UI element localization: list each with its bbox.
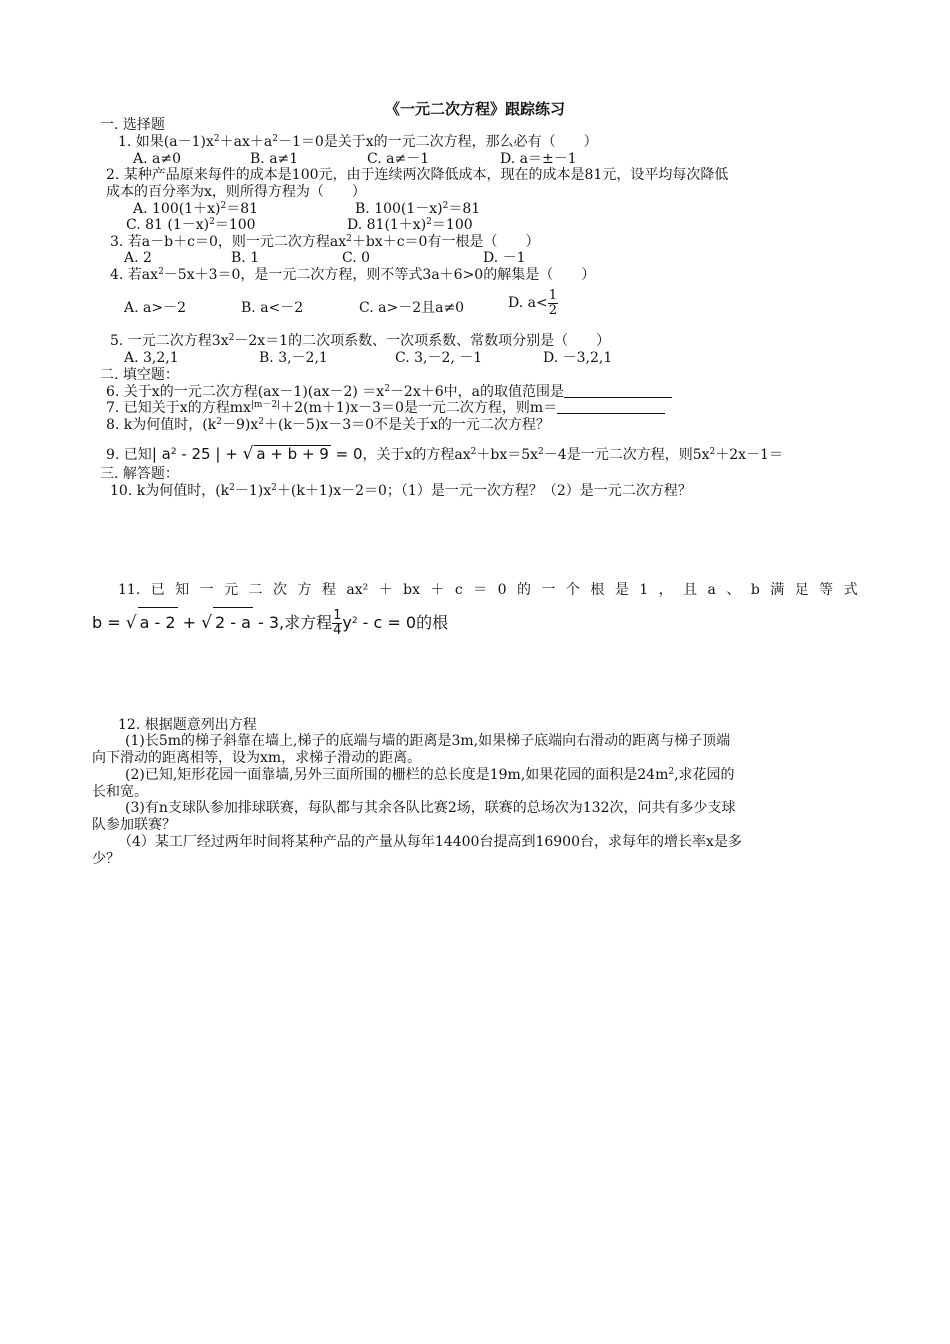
- question-12-part4-line2: 少？: [92, 851, 120, 867]
- section-choice-heading: 一. 选择题: [100, 117, 165, 133]
- question-12-part2-line1: (2)已知,矩形花园一面靠墙,另外三面所围的栅栏的总长度是19m,如果花园的面积是$24m^2$,求花园的: [125, 767, 735, 783]
- question-5-option-a: A. 3,2,1: [124, 350, 179, 366]
- question-5-stem: 5. 一元二次方程$3x^2-2x=1$的二次项系数、一次项系数、常数项分别是（ ）: [110, 333, 611, 349]
- question-8-stem: 8. k为何值时，$(k^2-9)x^2+(k-5)x-3=0$不是关于x的一元二次方程？: [106, 417, 550, 433]
- question-1-option-a: A. a≠0: [133, 151, 181, 167]
- question-4-stem: 4. 若$ax^2-5x+3=0$，是一元二次方程，则不等式3a＋6>0的解集是（ ）: [110, 267, 596, 283]
- sqrt-symbol: √: [201, 613, 212, 633]
- question-2-option-a: A. $100(1+x)^2=81$: [133, 201, 259, 217]
- question-3-stem: 3. 若a－b＋c＝0，则一元二次方程$ax^2+bx+c=0$有一根是（ ）: [110, 234, 540, 250]
- question-4-option-b: B. a<－2: [241, 300, 304, 316]
- question-12-part1-line2: 向下滑动的距离相等，设为xm，求梯子滑动的距离。: [92, 750, 422, 766]
- question-2-stem-line1: 2. 某种产品原来每件的成本是100元，由于连续两次降低成本，现在的成本是81元，设平均每次降低: [106, 167, 729, 183]
- question-10-stem: 10. k为何值时，$(k^2-1)x^2+(k+1)x-2=0$；（1）是一元一次方程？（2）是一元二次方程？: [110, 483, 692, 499]
- fraction-one-half: $\frac{1}{2}$: [548, 288, 557, 318]
- question-5-option-d: D. －3,2,1: [543, 350, 613, 366]
- question-2-option-b: B. $100(1-x)^2=81$: [355, 201, 481, 217]
- question-12-part3-line1: (3)有n支球队参加排球联赛，每队都与其余各队比赛2场，联赛的总场次为132次，问共有多少支球: [125, 800, 736, 816]
- question-2-stem-line2: 成本的百分率为x，则所得方程为（ ）: [106, 184, 366, 200]
- section-fill-heading: 二. 填空题：: [100, 367, 179, 383]
- question-7-stem: 7. 已知关于x的方程$mx^{|m-2|}+2(m+1)x-3=0$是一元二次方程，则m＝: [106, 400, 665, 417]
- question-9-expression: | $a^2 - 25$ | + √ a + b + 9 = 0: [151, 444, 363, 464]
- question-1-option-b: B. a≠1: [250, 151, 299, 167]
- question-1-option-d: D. a＝±－1: [500, 151, 577, 167]
- answer-blank[interactable]: [564, 385, 672, 398]
- page-title: 《一元二次方程》跟踪练习: [385, 100, 566, 118]
- question-12-part2-line2: 长和宽。: [92, 784, 148, 800]
- question-12-part4-line1: （4）某工厂经过两年时间将某种产品的产量从每年14400台提高到16900台，求每年的增长率x是多: [118, 834, 742, 850]
- section-solve-heading: 三. 解答题：: [100, 466, 179, 482]
- answer-blank[interactable]: [557, 401, 665, 414]
- fraction-one-quarter: $\frac{1}{4}$: [333, 608, 342, 638]
- question-11-stem-line1: 11. 已 知 一 元 二 次 方 程 ax² ＋ bx ＋ c ＝ 0 的 一 个 根 是 1 ， 且 a 、 b 满 足 等 式: [118, 582, 858, 598]
- question-4-option-c: C. a>－2且a≠0: [359, 300, 465, 316]
- question-12-heading: 12. 根据题意列出方程: [118, 717, 257, 733]
- question-1-stem: 1. 如果$(a-1)x^2+ax+a^2-1=0$是关于x的一元二次方程，那么必有（ ）: [118, 134, 598, 150]
- question-4-option-d: D. a< $\frac{1}{2}$: [508, 288, 557, 318]
- question-3-option-b: B. 1: [231, 250, 260, 266]
- sqrt-symbol: √: [242, 444, 254, 464]
- sqrt-symbol: √: [125, 613, 137, 633]
- question-5-option-c: C. 3,－2, －1: [395, 350, 483, 366]
- question-1-option-c: C. a≠－1: [367, 151, 430, 167]
- question-2-option-c: C. 81 $(1-x)^2=100$: [126, 217, 256, 233]
- question-12-part1-line1: (1)长5m的梯子斜靠在墙上,梯子的底端与墙的距离是3m,如果梯子底端向右滑动的距离与梯子顶端: [125, 733, 731, 749]
- question-4-option-a: A. a>－2: [124, 300, 186, 316]
- question-5-option-b: B. 3,－2,1: [259, 350, 328, 366]
- question-3-option-d: D. －1: [483, 250, 526, 266]
- question-3-option-a: A. 2: [124, 250, 152, 266]
- question-11-expression: b = √ a - 2 + √ 2 - a - 3,求方程 $\frac{1}{4}$ $y^2 - c = 0$的根: [92, 608, 449, 638]
- question-12-part3-line2: 队参加联赛？: [92, 817, 176, 833]
- question-2-option-d: D. $81(1+x)^2=100$: [347, 217, 473, 233]
- question-9-stem: 9. 已知| $a^2 - 25$ | + √ a + b + 9 = 0，关于x的方程$ax^2+bx=5x^2-4$是一元二次方程，则$5x^2+2x-1=$: [106, 444, 783, 464]
- question-3-option-c: C. 0: [342, 250, 371, 266]
- question-6-stem: 6. 关于x的一元二次方程$(ax-1)(ax-2) =x^2-2x+6$中，a的取值范围是: [106, 384, 672, 401]
